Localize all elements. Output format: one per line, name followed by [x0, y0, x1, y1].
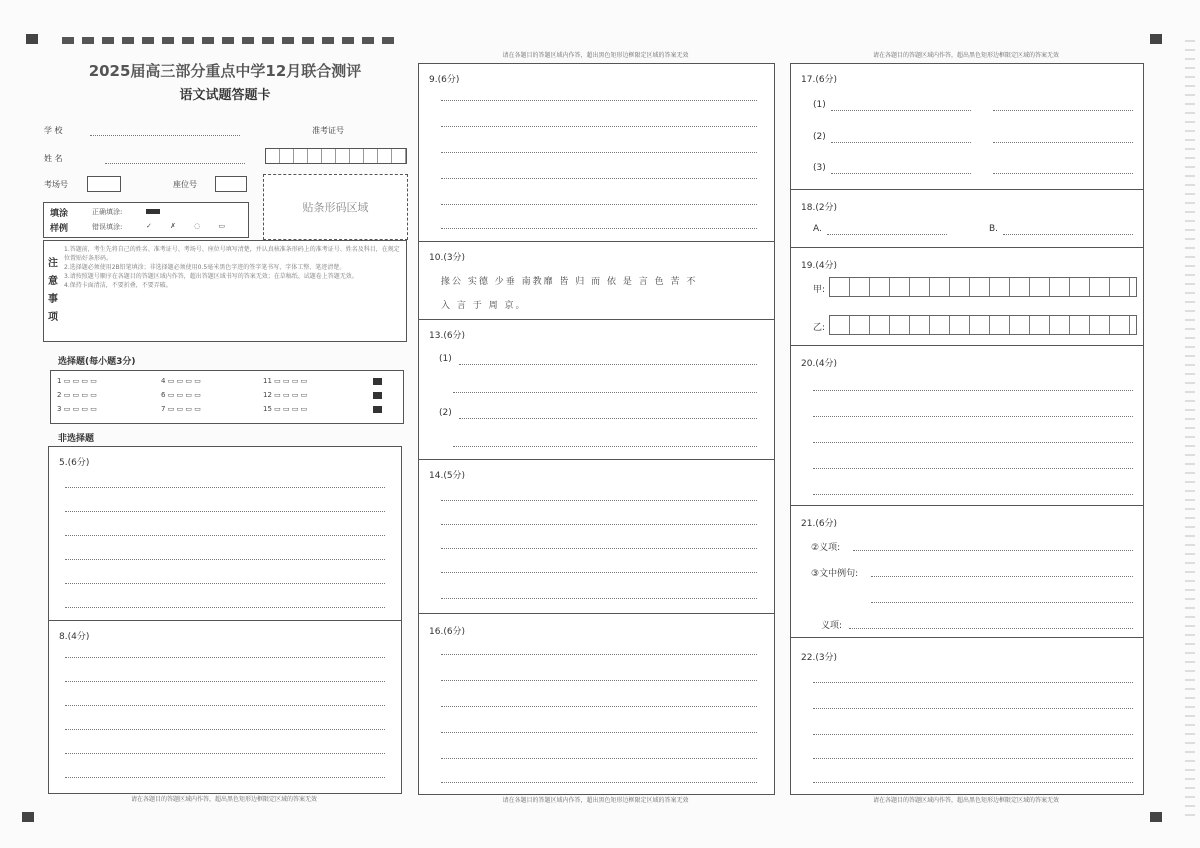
answer-line[interactable]: [441, 100, 757, 101]
answer-box-q20[interactable]: [790, 345, 1144, 507]
q17-part1-label: (1): [813, 100, 826, 110]
answer-box-q9[interactable]: [418, 63, 775, 243]
answer-line[interactable]: [441, 228, 757, 229]
q22-label: 22.(3分): [801, 653, 838, 663]
q18-label: 18.(2分): [801, 203, 838, 213]
sheet-title: 2025届高三部分重点中学12月联合测评: [88, 62, 362, 80]
choice-mark: [373, 378, 382, 385]
answer-line[interactable]: [65, 607, 385, 608]
q14-label: 14.(5分): [429, 471, 466, 481]
answer-line[interactable]: [459, 364, 757, 365]
exam-room-label: 考场号: [44, 180, 68, 189]
answer-line[interactable]: [993, 110, 1133, 111]
answer-box-q22[interactable]: [790, 637, 1144, 795]
q19-jia-label: 甲:: [813, 285, 826, 295]
warning-header-col3: 请在各题目的答题区域内作答，超出黑色矩形边框限定区域的答案无效: [872, 52, 1059, 59]
answer-line[interactable]: [831, 173, 971, 174]
answer-box-q8[interactable]: [48, 620, 402, 794]
choice-number: 1: [57, 377, 62, 385]
q18-b-label: B.: [989, 224, 999, 234]
warning-footer-col1: 请在各题目的答题区域内作答，超出黑色矩形边框限定区域的答案无效: [130, 796, 317, 803]
q21-a-label: ②义项:: [811, 543, 841, 553]
answer-line[interactable]: [813, 468, 1133, 469]
wrong-fill-marks: ✓ ✗ ◌ ▭: [146, 222, 234, 230]
answer-line[interactable]: [813, 390, 1133, 391]
choice-number: 4: [161, 377, 166, 385]
answer-line[interactable]: [831, 142, 971, 143]
answer-line[interactable]: [813, 442, 1133, 443]
name-label: 姓 名: [44, 154, 63, 163]
school-label: 学 校: [44, 126, 63, 135]
answer-line[interactable]: [441, 178, 757, 179]
answer-box-q10[interactable]: [418, 241, 775, 321]
answer-line[interactable]: [441, 758, 757, 759]
notes-box: [43, 240, 407, 342]
notes-list: [64, 245, 400, 290]
answer-line[interactable]: [827, 234, 947, 235]
warning-header-col2: 请在各题目的答题区域内作答，超出黑色矩形边框限定区域的答案无效: [502, 52, 689, 59]
choice-options[interactable]: ▭ ▭ ▭ ▭: [167, 405, 201, 413]
answer-box-q5[interactable]: [48, 446, 402, 622]
answer-line[interactable]: [65, 729, 385, 730]
q19-yi-grid[interactable]: [829, 315, 1137, 335]
answer-line[interactable]: [65, 753, 385, 754]
q10-passage-line-1: 掾公 实德 少垂 南教靡 皆 归 而 依 是 言 色 苦 不: [441, 277, 698, 287]
answer-line[interactable]: [441, 152, 757, 153]
choice-number: 3: [57, 405, 62, 413]
corner-mark-top-right: [1150, 34, 1162, 44]
corner-mark-top-left: [26, 34, 38, 44]
answer-line[interactable]: [871, 576, 1133, 577]
choice-number: 11: [263, 377, 272, 385]
fill-example-label-1: 填涂: [50, 209, 69, 219]
answer-box-q19[interactable]: [790, 247, 1144, 347]
barcode-text: 贴条形码区域: [302, 201, 369, 214]
q21-c-label: 义项:: [821, 621, 843, 631]
sheet-subtitle: 语文试题答题卡: [179, 88, 271, 103]
choice-title: 选择题(每小题3分): [58, 357, 136, 367]
correct-fill-mark: [146, 209, 160, 214]
answer-line[interactable]: [65, 487, 385, 488]
answer-line[interactable]: [441, 524, 757, 525]
answer-line[interactable]: [849, 628, 1133, 629]
correct-fill-label: 正确填涂:: [92, 208, 123, 216]
corner-mark-bottom-right: [1150, 812, 1162, 822]
answer-line[interactable]: [813, 758, 1133, 759]
answer-box-q14[interactable]: [418, 459, 775, 615]
choice-mark: [373, 392, 382, 399]
q17-label: 17.(6分): [801, 75, 838, 85]
answer-line[interactable]: [65, 583, 385, 584]
choice-number: 7: [161, 405, 166, 413]
answer-line[interactable]: [441, 548, 757, 549]
answer-line[interactable]: [453, 392, 757, 393]
q8-label: 8.(4分): [59, 632, 90, 642]
choice-options[interactable]: ▭ ▭ ▭ ▭: [167, 391, 201, 399]
choice-options[interactable]: ▭ ▭ ▭ ▭: [167, 377, 201, 385]
exam-room-field[interactable]: [87, 176, 121, 192]
answer-line[interactable]: [993, 142, 1133, 143]
answer-line[interactable]: [813, 416, 1133, 417]
answer-line[interactable]: [453, 446, 757, 447]
barcode-area: [263, 174, 408, 240]
q17-part3-label: (3): [813, 163, 826, 173]
fill-example-label-2: 样例: [50, 224, 69, 234]
choice-options[interactable]: ▭ ▭ ▭ ▭: [274, 405, 308, 413]
ticket-label: 准考证号: [312, 126, 344, 135]
q13-part2-label: (2): [439, 408, 452, 418]
q21-b-label: ③文中例句:: [811, 569, 859, 579]
answer-line[interactable]: [853, 550, 1133, 551]
school-field[interactable]: [90, 135, 240, 136]
seat-label: 座位号: [173, 180, 197, 189]
answer-box-q21[interactable]: [790, 505, 1144, 639]
q10-passage-line-2: 入 言 于 周 京。: [441, 301, 527, 311]
answer-line[interactable]: [441, 598, 757, 599]
seat-field[interactable]: [215, 176, 247, 192]
notes-label: 注意事项: [48, 258, 58, 323]
answer-line[interactable]: [441, 732, 757, 733]
answer-box-q16[interactable]: [418, 613, 775, 795]
answer-line[interactable]: [441, 654, 757, 655]
q17-part2-label: (2): [813, 132, 826, 142]
answer-line[interactable]: [831, 110, 971, 111]
q13-part1-label: (1): [439, 354, 452, 364]
answer-box-q18[interactable]: [790, 189, 1144, 249]
answer-line[interactable]: [65, 511, 385, 512]
q19-yi-label: 乙:: [813, 323, 826, 333]
q16-label: 16.(6分): [429, 627, 466, 637]
corner-mark-bottom-left: [22, 812, 34, 822]
note-item: 2.选择题必须使用2B铅笔填涂；非选择题必须使用0.5毫米黑色字迹的签字笔书写，字体工整、笔迹清楚。: [64, 264, 346, 271]
q19-jia-grid[interactable]: [829, 277, 1137, 297]
q13-label: 13.(6分): [429, 331, 466, 341]
choice-grid: [50, 370, 404, 424]
choice-mark: [373, 406, 382, 413]
answer-line[interactable]: [441, 126, 757, 127]
name-field[interactable]: [105, 163, 245, 164]
choice-number: 2: [57, 391, 62, 399]
timing-marks: [62, 37, 402, 44]
answer-line[interactable]: [65, 681, 385, 682]
answer-line[interactable]: [813, 734, 1133, 735]
answer-box-q13[interactable]: [418, 319, 775, 461]
answer-line[interactable]: [441, 782, 757, 783]
choice-number: 6: [161, 391, 166, 399]
q9-label: 9.(6分): [429, 75, 460, 85]
answer-line[interactable]: [813, 708, 1133, 709]
answer-line[interactable]: [441, 572, 757, 573]
answer-line[interactable]: [1003, 234, 1133, 235]
warning-footer-col3: 请在各题目的答题区域内作答，超出黑色矩形边框限定区域的答案无效: [872, 797, 1059, 804]
choice-options[interactable]: ▭ ▭ ▭ ▭: [274, 377, 308, 385]
answer-line[interactable]: [441, 204, 757, 205]
answer-line[interactable]: [871, 602, 1133, 603]
answer-line[interactable]: [813, 494, 1133, 495]
answer-box-q17[interactable]: [790, 63, 1144, 191]
edge-strip: [1185, 40, 1195, 820]
answer-line[interactable]: [441, 706, 757, 707]
answer-line[interactable]: [65, 705, 385, 706]
q10-label: 10.(3分): [429, 253, 466, 263]
note-item: 4.保持卡面清洁，不要折叠，不要弄破。: [64, 282, 172, 289]
answer-line[interactable]: [441, 680, 757, 681]
answer-line[interactable]: [813, 682, 1133, 683]
choice-number: 12: [263, 391, 272, 399]
note-item: 3.请按照题号顺序在各题目的答题区域内作答，超出答题区域书写的答案无效；在草稿纸、试题卷上答题无效。: [64, 273, 358, 280]
answer-line[interactable]: [65, 657, 385, 658]
answer-line[interactable]: [441, 500, 757, 501]
nonchoice-title: 非选择题: [58, 434, 95, 444]
q20-label: 20.(4分): [801, 359, 838, 369]
choice-options[interactable]: ▭ ▭ ▭ ▭: [63, 391, 97, 399]
fill-example: [43, 202, 249, 238]
warning-footer-col2: 请在各题目的答题区域内作答，超出黑色矩形边框限定区域的答案无效: [502, 797, 689, 804]
q18-a-label: A.: [813, 224, 822, 234]
choice-options[interactable]: ▭ ▭ ▭ ▭: [63, 405, 97, 413]
answer-line[interactable]: [459, 418, 757, 419]
choice-options[interactable]: ▭ ▭ ▭ ▭: [63, 377, 97, 385]
answer-line[interactable]: [813, 782, 1133, 783]
answer-line[interactable]: [65, 559, 385, 560]
choice-number: 15: [263, 405, 272, 413]
choice-options[interactable]: ▭ ▭ ▭ ▭: [274, 391, 308, 399]
q19-label: 19.(4分): [801, 261, 838, 271]
q5-label: 5.(6分): [59, 458, 90, 468]
answer-line[interactable]: [65, 777, 385, 778]
q21-label: 21.(6分): [801, 519, 838, 529]
answer-line[interactable]: [65, 535, 385, 536]
ticket-number-field[interactable]: [265, 148, 407, 164]
wrong-fill-label: 错误填涂:: [92, 223, 123, 231]
answer-line[interactable]: [993, 173, 1133, 174]
note-item: 1.答题前，考生先将自己的姓名、准考证号、考场号、座位号填写清楚，并认真核准条形码上的准考证号、姓名及科目，在规定位置贴好条形码。: [64, 246, 400, 262]
